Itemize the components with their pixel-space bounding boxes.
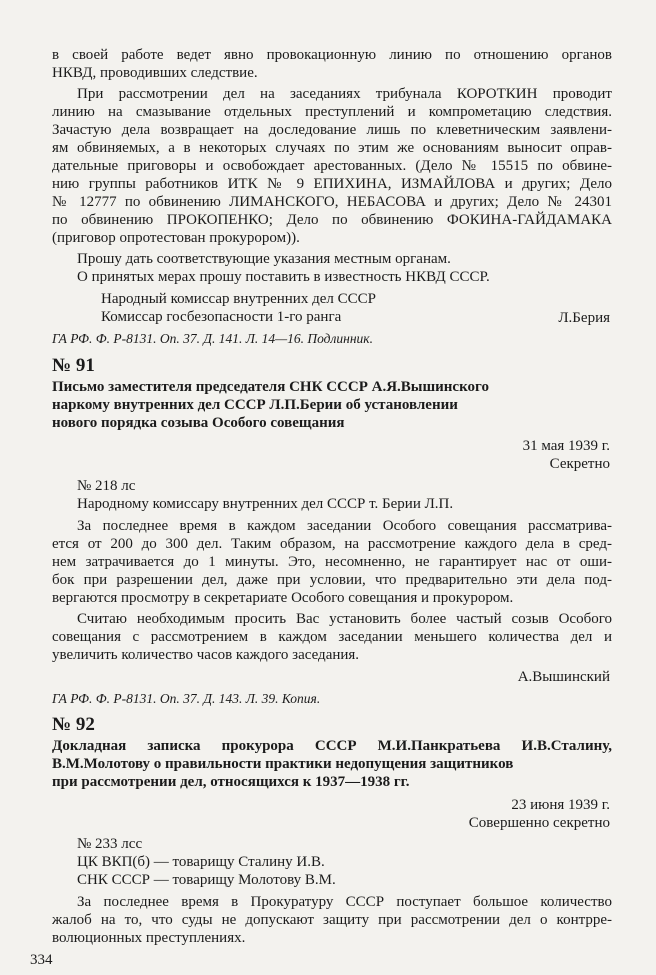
archive-reference: ГА РФ. Ф. Р-8131. Оп. 37. Д. 143. Л. 39. Копия.	[52, 691, 321, 706]
body-text-line: За последнее время в каждом заседании Особого совещания рассматрива-	[77, 518, 612, 534]
page-number: 334	[30, 952, 53, 968]
archive-reference: ГА РФ. Ф. Р-8131. Оп. 37. Д. 141. Л. 14—16. Подлинник.	[52, 331, 373, 346]
document-title-line: Докладная записка прокурора СССР М.И.Панкратьева И.В.Сталину,	[52, 738, 612, 754]
document-title-line: при рассмотрении дел, относящихся к 1937—1938 гг.	[52, 774, 410, 790]
document-number: № 92	[52, 714, 95, 735]
addressee-line: Народному комиссару внутренних дел СССР т. Берии Л.П.	[77, 496, 454, 512]
body-text-line: Зачастую дела возвращает на доследование лишь по клеветническим заявлени-	[52, 122, 612, 138]
reference-number: № 218 лс	[77, 478, 136, 494]
body-text-line: (приговор опротестован прокурором)).	[52, 230, 300, 246]
body-text-line: За последнее время в Прокуратуру СССР поступает большое количество	[77, 894, 612, 910]
classification-mark: Секретно	[549, 456, 610, 472]
body-text-line: ям обвиняемых, а в некоторых случаях по этим же основаниям выносит оправ-	[52, 140, 612, 156]
body-text-line: ется от 200 до 300 дел. Таким образом, на рассмотрение каждого дела в сред-	[52, 536, 612, 552]
document-date: 23 июня 1939 г.	[511, 797, 610, 813]
document-title-line: наркому внутренних дел СССР Л.П.Берии об установлении	[52, 397, 458, 413]
signatory-title: Народный комиссар внутренних дел СССР	[101, 291, 376, 307]
body-text-line: совещания с рассмотрением в каждом заседании меньшего количества дел и	[52, 629, 612, 645]
body-text-line: по обвинению ПРОКОПЕНКО; Дело по обвинению ФОКИНА-ГАЙДАМАКА	[52, 212, 612, 228]
signatory-title: Комиссар госбезопасности 1-го ранга	[101, 309, 342, 325]
body-text-line: увеличить количество часов каждого заседания.	[52, 647, 360, 663]
body-text-line: жалоб на то, что суды не допускают защиту при рассмотрении дел о контрре-	[52, 912, 612, 928]
body-text-line: НКВД, проводивших следствие.	[52, 65, 258, 81]
reference-number: № 233 лсс	[77, 836, 143, 852]
document-title-line: Письмо заместителя председателя СНК СССР А.Я.Вышинского	[52, 379, 489, 395]
signatory-name: А.Вышинский	[517, 669, 610, 685]
addressee-line: СНК СССР — товарищу Молотову В.М.	[77, 872, 336, 888]
document-title-line: нового порядка созыва Особого совещания	[52, 415, 345, 431]
body-text-line: При рассмотрении дел на заседаниях трибунала КОРОТКИН проводит	[77, 86, 612, 102]
signatory-name: Л.Берия	[558, 310, 610, 326]
document-date: 31 мая 1939 г.	[522, 438, 610, 454]
body-text-line: волюционных преступлениях.	[52, 930, 246, 946]
body-text-line: в своей работе ведет явно провокационную линию по отношению органов	[52, 47, 612, 63]
body-text-line: № 12777 по обвинению ЛИМАНСКОГО, НЕБАСОВА и других; Дело № 24301	[52, 194, 612, 210]
body-text-line: линию на смазывание отдельных преступлений и компрометацию следствия.	[52, 104, 612, 120]
body-text-line: дательные приговоры и освобождает арестованных. (Дело № 15515 по обвине-	[52, 158, 612, 174]
document-title-line: В.М.Молотову о правильности практики недопущения защитников	[52, 756, 514, 772]
classification-mark: Совершенно секретно	[468, 815, 610, 831]
body-text-line: О принятых мерах прошу поставить в известность НКВД СССР.	[77, 269, 490, 285]
body-text-line: вергаются просмотру в секретариате Особого совещания и прокурором.	[52, 590, 514, 606]
body-text-line: нию группы работников ИТК № 9 ЕПИХИНА, ИЗМАЙЛОВА и других; Дело	[52, 176, 612, 192]
document-number: № 91	[52, 355, 95, 376]
body-text-line: нем затрачивается до 1 минуты. Это, несомненно, не гарантирует нас от оши-	[52, 554, 612, 570]
body-text-line: Считаю необходимым просить Вас установить более частый созыв Особого	[77, 611, 612, 627]
addressee-line: ЦК ВКП(б) — товарищу Сталину И.В.	[77, 854, 325, 870]
body-text-line: Прошу дать соответствующие указания местным органам.	[77, 251, 451, 267]
body-text-line: бок при разрешении дел, даже при условии, что предварительно эти дела под-	[52, 572, 612, 588]
